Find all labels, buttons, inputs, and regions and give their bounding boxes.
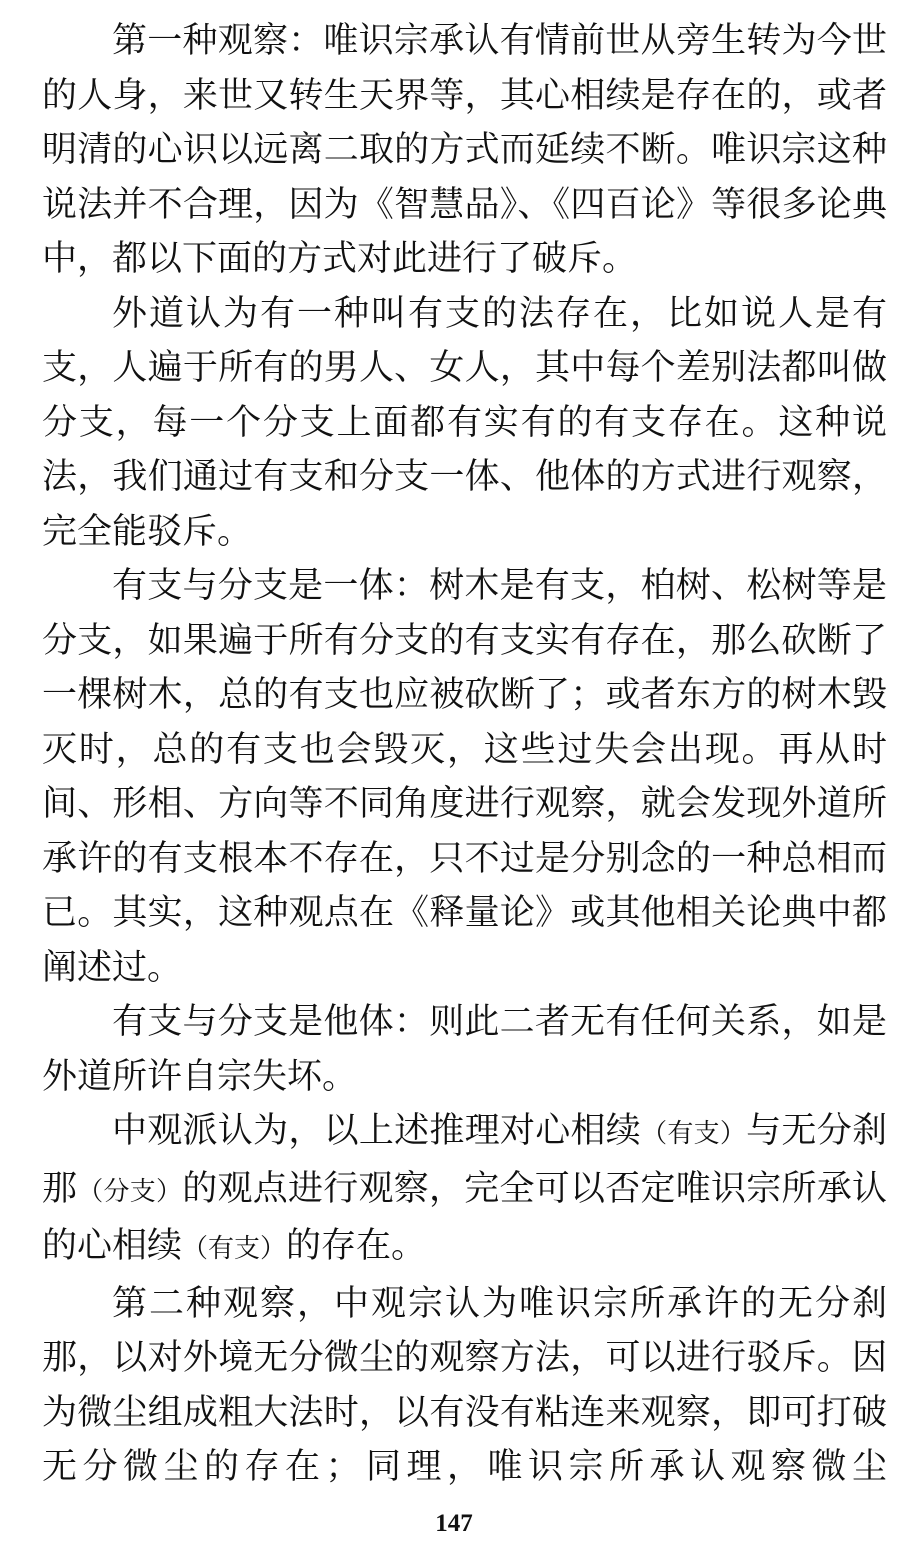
paragraph-4-text: 有支与分支是他体：则此二者无有任何关系，如是外道所许自宗失坏。 xyxy=(42,1002,887,1097)
paragraph-6-text: 第二种观察，中观宗认为唯识宗所承许的无分刹那，以对外境无分微尘的观察方法，可以进行驳斥。因为微尘组成粗大法时，以有没有粘连来观察，即可打破无分微尘的存在；同理，唯识宗所承认观察微尘 xyxy=(42,1283,887,1487)
paragraph-5-text-d: 的存在。 xyxy=(286,1226,427,1266)
paragraph-2 xyxy=(42,287,887,560)
page-number: 147 xyxy=(435,1510,473,1537)
paragraph-1-text: 第一种观察：唯识宗承认有情前世从旁生转为今世的人身，来世又转生天界等，其心相续是存在的，或者明清的心识以远离二取的方式而延续不断。唯识宗这种说法并不合理，因为《智慧品》、《四百论》等很多论典中，都以下面的方式对此进行了破斥。 xyxy=(42,21,887,279)
paragraph-2-text: 外道认为有一种叫有支的法存在，比如说人是有支，人遍于所有的男人、女人，其中每个差别法都叫做分支，每一个分支上面都有实有的有支存在。这种说法，我们通过有支和分支一体、他体的方式进行观察，完全能驳斥。 xyxy=(42,293,887,552)
paragraph-3-text: 有支与分支是一体：树木是有支，柏树、松树等是分支，如果遍于所有分支的有支实有存在，那么砍断了一棵树木，总的有支也应被砍断了；或者东方的树木毁灭时，总的有支也会毁灭，这些过失会出现。再从时间、形相、方向等不同角度进行观察，就会发现外道所承许的有支根本不存在，只不过是分别念的一种总相而已。其实，这种观点在《释量论》或其他相关论典中都阐述过。 xyxy=(42,566,887,988)
paragraph-6 xyxy=(42,1277,887,1495)
paragraph-4 xyxy=(42,995,887,1104)
paragraph-5-text-c: 的观点进行观察，完全可以否定唯识宗所承认的心相续 xyxy=(42,1168,887,1266)
paragraph-1 xyxy=(42,14,887,287)
paragraph-5 xyxy=(42,1104,887,1277)
body-text xyxy=(42,14,887,1495)
paragraph-5-note-b: （分支） xyxy=(77,1176,183,1207)
paragraph-5-note-c: （有支） xyxy=(182,1234,287,1264)
paragraph-5-text-b: 与无分刹那 xyxy=(42,1111,887,1209)
paragraph-5-note-a: （有支） xyxy=(641,1119,747,1149)
paragraph-5-text-a: 中观派认为，以上述推理对心相续 xyxy=(112,1111,642,1151)
paragraph-3 xyxy=(42,559,887,995)
